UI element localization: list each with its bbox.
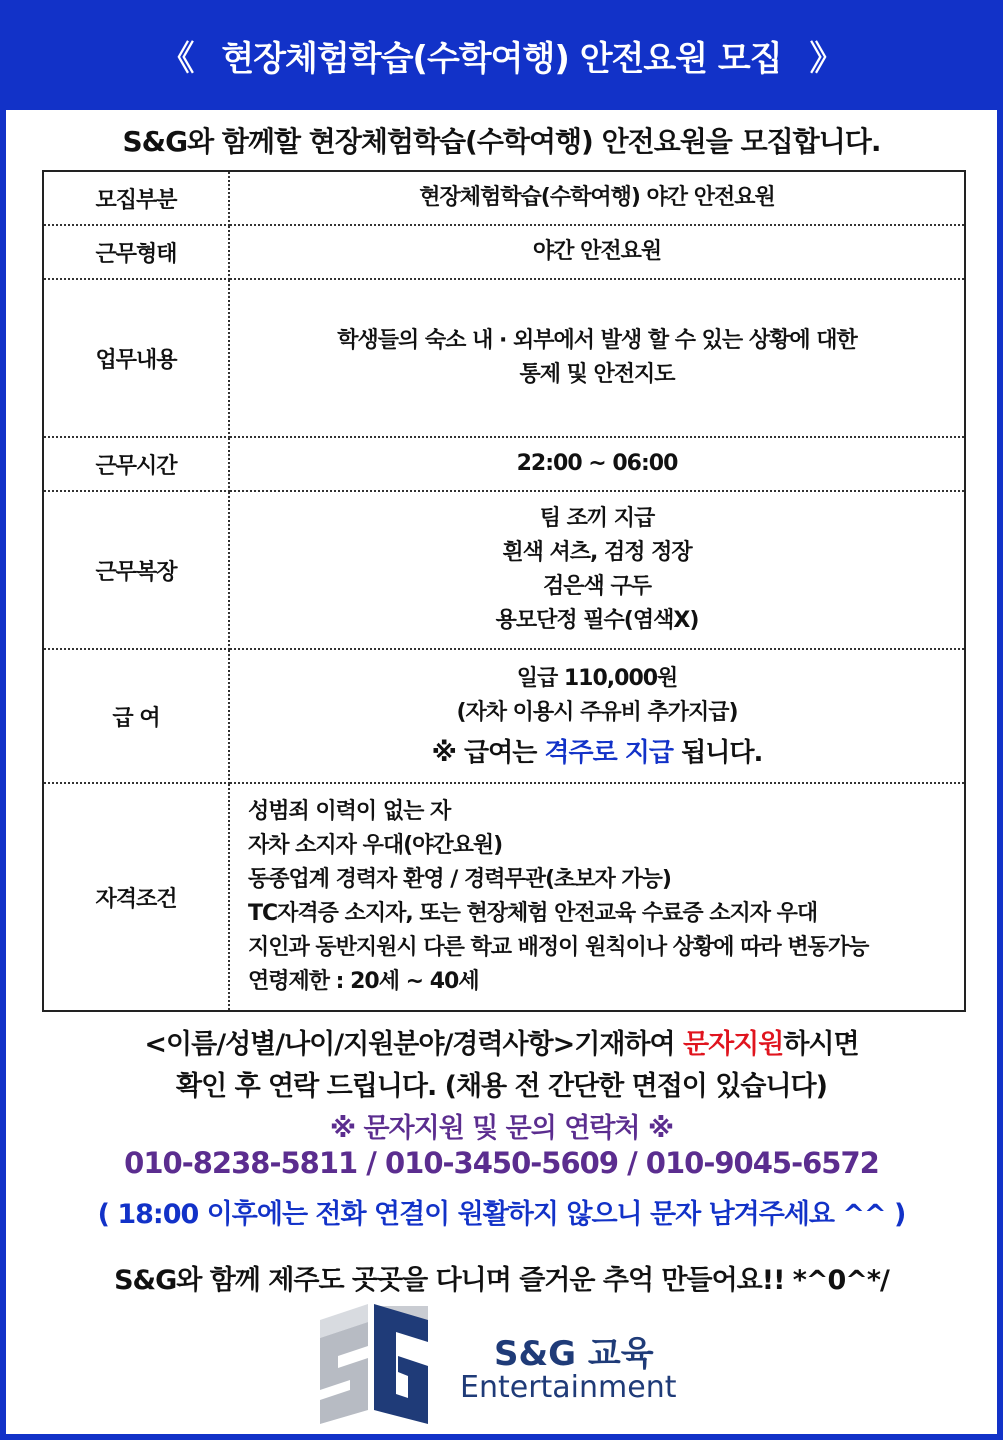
recruitment-table <box>42 170 966 1012</box>
apply-instructions: <이름/성별/나이/지원분야/경력사항>기재하여 문자지원하시면 <box>144 1029 859 1060</box>
row-label: 근무복장 <box>43 491 229 649</box>
row-label: 근무형태 <box>43 225 229 279</box>
table-row <box>43 171 965 225</box>
left-chevron-icon: 《 <box>160 38 194 79</box>
row-value: 야간 안전요원 <box>229 225 965 279</box>
row-label: 근무시간 <box>43 437 229 491</box>
sg-logo-icon <box>312 1300 436 1426</box>
table-row <box>43 225 965 279</box>
row-value: 성범죄 이력이 없는 자 자차 소지자 우대(야간요원) 동종업계 경력자 환영 / 경력무관(초보자 가능) TC자격증 소지자, 또는 현장체험 안전교육 수료증 소지자 우대 지인과 동반지원시 다른 학교 배정이 원칙이나 상황에 따라 변동가능 연령제한 : 20세 ~ 40세 <box>248 799 869 994</box>
interview-notice: 확인 후 연락 드립니다. (채용 전 간단한 면접이 있습니다) <box>176 1071 827 1102</box>
page-subtitle: S&G와 함께할 현장체험학습(수학여행) 안전요원을 모집합니다. <box>122 125 881 158</box>
row-label: 모집부분 <box>43 171 229 225</box>
logo-subtitle: Entertainment <box>460 1370 677 1405</box>
row-value: 22:00 ~ 06:00 <box>229 437 965 491</box>
right-chevron-icon: 》 <box>809 38 843 79</box>
table-row <box>43 437 965 491</box>
phone-numbers: 010-8238-5811 / 010-3450-5609 / 010-9045-6572 <box>124 1146 879 1180</box>
row-value: 학생들의 숙소 내 · 외부에서 발생 할 수 있는 상황에 대한 통제 및 안전지도 <box>229 279 965 437</box>
row-value: 팀 조끼 지급 흰색 셔츠, 검정 정장 검은색 구두 용모단정 필수(염색X) <box>229 491 965 649</box>
table-row <box>43 491 965 649</box>
table-row <box>43 783 965 1011</box>
pay-note-highlight: 격주로 지급 <box>544 738 674 768</box>
row-value: 일급 110,000원 (자차 이용시 주유비 추가지급) ※ 급여는 격주로 지급 됩니다. <box>229 649 965 783</box>
table-row <box>43 279 965 437</box>
header-banner <box>0 0 1003 110</box>
banner-title: 현장체험학습(수학여행) 안전요원 모집 <box>221 38 782 79</box>
row-label: 자격조건 <box>43 783 229 1011</box>
closing-message: S&G와 함께 제주도 곳곳을 다니며 즐거운 추억 만들어요!! *^0^*/ <box>114 1265 889 1296</box>
sms-notice: ( 18:00 이후에는 전화 연결이 원활하지 않으니 문자 남겨주세요 ^^ ) <box>97 1199 906 1230</box>
pay-note: ※ 급여는 격주로 지급 됩니다. <box>431 738 763 768</box>
row-value: 현장체험학습(수학여행) 야간 안전요원 <box>229 171 965 225</box>
row-label: 업무내용 <box>43 279 229 437</box>
sms-apply-highlight: 문자지원 <box>683 1029 784 1060</box>
table-row <box>43 649 965 783</box>
logo-name: S&G 교육 <box>494 1334 654 1374</box>
row-label: 급 여 <box>43 649 229 783</box>
contact-title: ※ 문자지원 및 문의 연락처 ※ <box>329 1113 674 1144</box>
